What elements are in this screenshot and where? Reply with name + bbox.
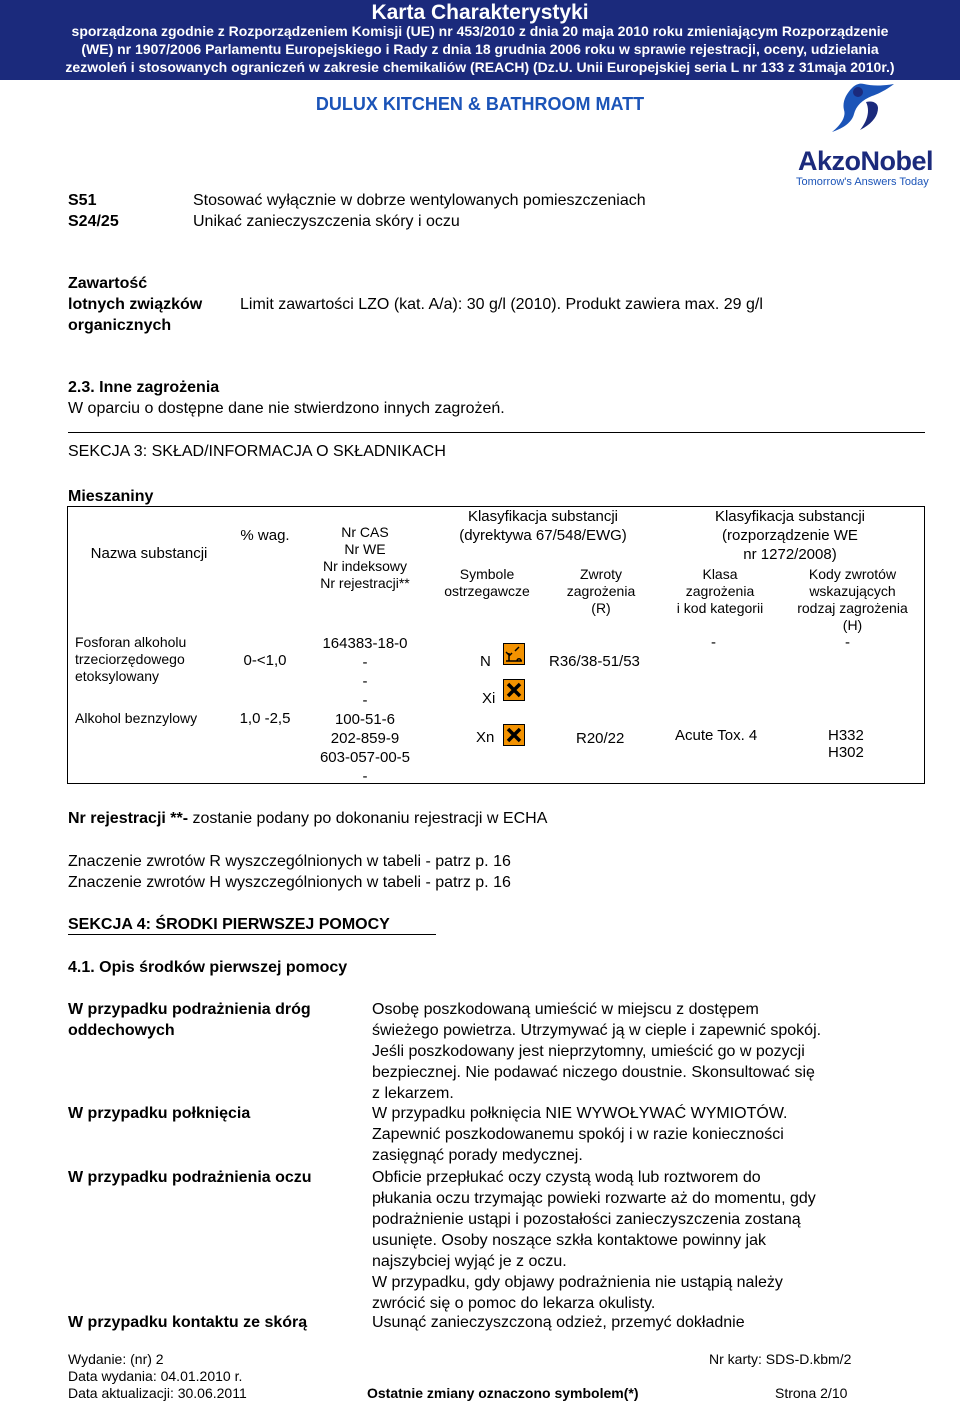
r-header-line-1: Zwroty [580, 566, 622, 582]
col-header-h-codes [785, 566, 920, 634]
row-1-name-line-3: etoksylowany [75, 668, 160, 684]
document-title: Karta Charakterystyki [371, 1, 589, 24]
inhalation-text-line-1: Osobę poszkodowaną umieścić w miejscu z dostępem [372, 1001, 759, 1018]
col-header-dsd [432, 507, 654, 545]
table-row-2-name: Alkohol beznzylowy [75, 710, 198, 726]
s-phrase-text-1: Stosować wyłącznie w dobrze wentylowanych pomieszczeniach [193, 192, 646, 209]
table-row-2-identifiers [300, 710, 430, 786]
inhalation-label-line-1: W przypadku podrażnienia dróg [68, 1001, 311, 1018]
eyes-text-line-7: zwrócić się o pomoc do lekarza okulisty. [372, 1295, 656, 1312]
class-header-line-1: Klasa [702, 566, 738, 582]
other-hazards-heading: 2.3. Inne zagrożenia [68, 379, 220, 396]
first-aid-inhalation-text [372, 999, 821, 1104]
col-header-registration: Nr rejestracji** [320, 575, 410, 591]
regulation-line-1: sporządzona zgodnie z Rozporządzeniem Komisji (UE) nr 453/2010 z dnia 20 maja 2010 roku zmieniającym Rozporządzenie [71, 23, 889, 39]
row-1-symbol-xi: Xi [482, 690, 496, 707]
col-header-weight: % wag. [240, 527, 290, 544]
footer-issue-date: Data wydania: 04.01.2010 r. [68, 1368, 243, 1384]
table-row-1-class: - [711, 634, 716, 651]
col-header-hazard-class [655, 566, 785, 617]
h-header-line-1: Kody zwrotów [808, 566, 897, 582]
regulation-line-2: (WE) nr 1907/2006 Parlamentu Europejskiego i Rady z dnia 18 grudnia 2006 roku w sprawie rejestracji, oceny, udzielania [81, 41, 879, 57]
footer-changes-note: Ostatnie zmiany oznaczono symbolem(*) [367, 1385, 639, 1401]
akzonobel-logo [782, 80, 942, 190]
other-hazards-text: W oparciu o dostępne dane nie stwierdzono innych zagrożeń. [68, 400, 505, 417]
registration-note-text: zostanie podany po dokonaniu rejestracji w ECHA [188, 810, 548, 827]
inhalation-text-line-3: Jeśli poszkodowany jest nieprzytomny, umieścić go w pozycji [372, 1043, 805, 1060]
eyes-text-line-3: podrażnienie ustąpi i pozostałości zanieczyszczenia zostaną [372, 1211, 801, 1228]
table-row-1-h-codes: - [845, 634, 850, 651]
row-1-we: - [362, 654, 368, 671]
first-aid-skin-label: W przypadku kontaktu ze skórą [68, 1314, 308, 1331]
col-header-identifiers [300, 524, 430, 592]
footer-update-date: Data aktualizacji: 30.06.2011 [68, 1385, 247, 1401]
h-header-line-3: rodzaj zagrożenia [797, 600, 908, 616]
inhalation-text-line-5: z lekarzem. [372, 1085, 454, 1102]
r-phrases-meaning-note: Znaczenie zwrotów R wyszczególnionych w tabeli - patrz p. 16 [68, 853, 511, 870]
logo-wordmark: AkzoNobel [798, 146, 934, 176]
footer-edition: Wydanie: (nr) 2 [68, 1351, 164, 1367]
mixtures-heading: Mieszaniny [68, 488, 154, 505]
row-2-h-code-2: H302 [828, 744, 864, 761]
class-header-line-3: i kod kategorii [676, 600, 764, 616]
logo-figure-icon [822, 80, 902, 144]
table-row-2-weight: 1,0 -2,5 [239, 710, 291, 727]
col-header-clp [660, 507, 920, 564]
regulation-line-3: zezwoleń i stosowanych ograniczeń w zakresie chemikaliów (REACH) (Dz.U. Unii Europejskiej seria L nr 133 z 31maja 2010r.) [65, 59, 895, 75]
r-header-line-3: (R) [591, 600, 611, 616]
table-row-1-weight: 0-<1,0 [243, 652, 287, 669]
row-1-index: - [362, 673, 368, 690]
table-row-2-r-phrases: R20/22 [576, 730, 625, 747]
s-phrase-code-2: S24/25 [68, 213, 119, 230]
first-aid-eyes-label: W przypadku podrażnienia oczu [68, 1169, 312, 1186]
row-1-symbol-n: N [480, 653, 491, 670]
table-row-2-h-codes [828, 727, 864, 761]
voc-label-line-1: Zawartość [68, 275, 148, 292]
col-header-index: Nr indeksowy [322, 558, 408, 574]
voc-label-line-2: lotnych związków [68, 296, 203, 313]
footer-card-number: Nr karty: SDS-D.kbm/2 [709, 1351, 852, 1367]
section-4-title: SEKCJA 4: ŚRODKI PIERWSZEJ POMOCY [68, 916, 390, 933]
row-1-name-line-2: trzeciorzędowego [75, 651, 185, 667]
col-header-symbols [432, 566, 542, 600]
row-2-index: 603-057-00-5 [319, 749, 411, 766]
col-header-r-phrases [545, 566, 657, 617]
eyes-text-line-2: płukania oczu trzymając powieki rozwarte aż do momentu, gdy [372, 1190, 816, 1207]
h-header-line-4: (H) [842, 617, 863, 633]
first-aid-eyes-text [372, 1167, 816, 1314]
first-aid-ingestion-label: W przypadku połknięcia [68, 1105, 251, 1122]
symbols-header-line-2: ostrzegawcze [444, 583, 530, 599]
inhalation-label-line-2: oddechowych [68, 1022, 175, 1039]
eyes-text-line-6: W przypadku, gdy objawy podrażnienia nie ustąpią należy [372, 1274, 783, 1291]
h-phrases-meaning-note: Znaczenie zwrotów H wyszczególnionych w tabeli - patrz p. 16 [68, 874, 511, 891]
ingestion-text-line-2: Zapewnić poszkodowanemu spokój i w razie konieczności [372, 1126, 784, 1143]
table-row-1-r-phrases: R36/38-51/53 [549, 653, 640, 670]
clp-header-line-1: Klasyfikacja substancji [714, 508, 866, 525]
row-1-name-line-1: Fosforan alkoholu [75, 634, 187, 650]
product-name: DULUX KITCHEN & BATHROOM MATT [315, 94, 645, 114]
row-2-symbol-xn: Xn [476, 729, 495, 746]
s-phrase-text-2: Unikać zanieczyszczenia skóry i oczu [193, 213, 460, 230]
first-aid-skin-text: Usunąć zanieczyszczoną odzież, przemyć dokładnie [372, 1314, 745, 1331]
registration-note-label: Nr rejestracji **- [68, 810, 189, 827]
first-aid-ingestion-text [372, 1103, 787, 1166]
section-3-title: SEKCJA 3: SKŁAD/INFORMACJA O SKŁADNIKACH [68, 443, 446, 460]
r-header-line-2: zagrożenia [566, 583, 636, 599]
eyes-text-line-5: najszybciej wyjąć je z oczu. [372, 1253, 567, 1270]
dsd-header-line-2: (dyrektywa 67/548/EWG) [459, 527, 627, 544]
logo-tagline: Tomorrow's Answers Today [796, 176, 929, 188]
col-header-we: Nr WE [344, 541, 386, 557]
table-row-2-class: Acute Tox. 4 [675, 727, 758, 744]
section-divider [68, 432, 925, 433]
registration-note [68, 808, 547, 829]
col-header-cas: Nr CAS [341, 524, 389, 540]
row-2-we: 202-859-9 [330, 730, 400, 747]
ingestion-text-line-3: zasięgnąć porady medycznej. [372, 1147, 583, 1164]
ingestion-text-line-1: W przypadku połknięcia NIE WYWOŁYWAĆ WYMIOTÓW. [372, 1105, 788, 1122]
symbols-header-line-1: Symbole [459, 566, 515, 582]
h-header-line-2: wskazujących [809, 583, 896, 599]
col-header-name: Nazwa substancji [90, 545, 208, 562]
irritant-cross-icon [503, 679, 525, 701]
s-phrase-code-1: S51 [68, 192, 97, 209]
row-1-registration: - [362, 692, 368, 709]
row-2-h-code-1: H332 [828, 727, 864, 744]
footer-page-number: Strona 2/10 [775, 1385, 848, 1401]
document-header [0, 0, 960, 80]
clp-header-line-3: nr 1272/2008) [743, 546, 837, 563]
first-aid-subheading: 4.1. Opis środków pierwszej pomocy [68, 959, 348, 976]
inhalation-text-line-2: świeżego powietrza. Utrzymywać ją w cieple i zapewnić spokój. [372, 1022, 822, 1039]
table-row-1-name [75, 634, 225, 685]
table-row-1-identifiers [300, 634, 430, 710]
harmful-cross-icon [503, 724, 525, 746]
first-aid-inhalation-label [68, 999, 311, 1041]
row-2-registration: - [362, 768, 368, 785]
inhalation-text-line-4: bezpiecznej. Nie podawać niczego doustnie. Skonsultować się [372, 1064, 815, 1081]
clp-header-line-2: (rozporządzenie WE [722, 527, 858, 544]
section-4-underline [68, 934, 436, 935]
dsd-header-line-1: Klasyfikacja substancji [467, 508, 619, 525]
environment-hazard-icon [503, 643, 525, 665]
eyes-text-line-1: Obficie przepłukać oczy czystą wodą lub roztworem do [372, 1169, 761, 1186]
row-2-cas: 100-51-6 [334, 711, 396, 728]
row-1-cas: 164383-18-0 [322, 635, 408, 652]
voc-limit-text: Limit zawartości LZO (kat. A/a): 30 g/l (2010). Produkt zawiera max. 29 g/l [240, 296, 763, 313]
class-header-line-2: zagrożenia [685, 583, 755, 599]
eyes-text-line-4: usunięte. Osoby noszące szkła kontaktowe powinny jak [372, 1232, 766, 1249]
voc-label-line-3: organicznych [68, 317, 172, 334]
